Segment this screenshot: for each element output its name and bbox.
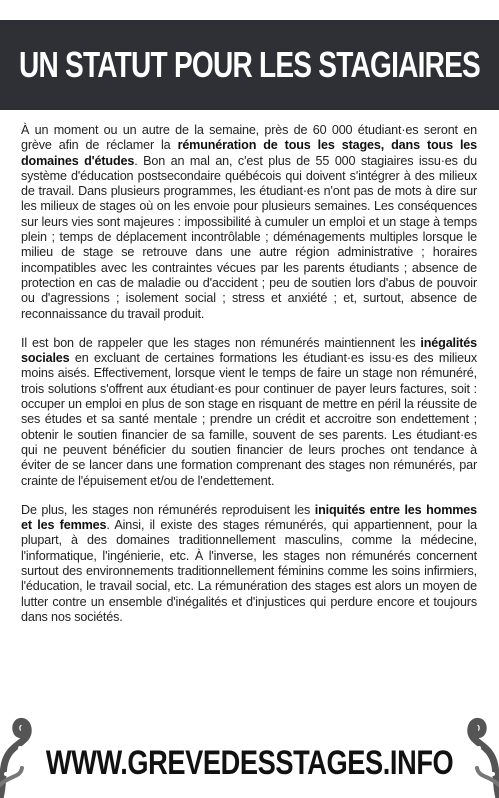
paragraph-3-text-a: De plus, les stages non rémunérés reproduisent les bbox=[21, 502, 315, 517]
paragraph-1-text-b: . Bon an mal an, c'est plus de 55 000 stagiaires issu·es du système d'éducation postsecondaire québécois qui doivent s'intégrer à des milieux de travail. Dans plusieurs programmes, les étudiant·es n'ont pas de mots à dire sur les milieux de stages où on les envoie pour plusieurs semaines. Les conséquences sur leurs vies sont majeures : impossibilité à cumuler un emploi et un stage à temps plein ; temps de déplacement incontrôlable ; déménagements multiples lorsque le milieu de stage se retrouve dans une autre région administrative ; horaires incompatibles avec les contraintes vécues par les parents étudiants ; absence de protection en cas de maladie ou d'accident ; peu de soutien lors d'abus de pouvoir ou d'agressions ; isolement social ; stress et anxiété ; et, surtout, absence de reconnaissance du travail produit. bbox=[21, 153, 477, 321]
paragraph-3 bbox=[21, 503, 477, 625]
paragraph-1 bbox=[21, 123, 477, 322]
article-body bbox=[21, 123, 477, 639]
paragraph-1-highlight: rémunération de tous les stages, dans tous les domaines d'études bbox=[21, 138, 477, 168]
paragraph-2-text-b: en excluant de certaines formations les étudiant·es issu·es des milieux moins aisés. Effectivement, lorsque vient le temps de faire un stage non rémunéré, trois solutions s'offrent aux étudiant·es pour continuer de payer leurs factures, soit : occuper un emploi en plus de son stage en risquant de mettre en péril la réussite de ses études et sa santé mentale ; prendre un crédit et accroitre son endettement ; obtenir le soutien financier de sa famille, souvent de ses parents. Les étudiant·es qui ne peuvent bénéficier du soutien financier de leurs proches ont tendance à éviter de se lancer dans une formation comprenant des stages non rémunérés, par crainte de l'épuisement et/ou de l'endettement. bbox=[21, 351, 477, 488]
paragraph-2-text-a: Il est bon de rappeler que les stages non rémunérés maintiennent les bbox=[21, 335, 421, 350]
paragraph-3-highlight: iniquités entre les hommes et les femmes bbox=[21, 502, 478, 533]
header-banner bbox=[0, 20, 499, 110]
website-url: WWW.GREVEDESSTAGES.INFO bbox=[45, 743, 454, 782]
page-title: UN STATUT POUR LES STAGIAIRES bbox=[19, 44, 481, 85]
paragraph-1-text-a: À un moment ou un autre de la semaine, près de 60 000 étudiant·es seront en grève afin de réclamer la bbox=[21, 123, 477, 153]
paragraph-2 bbox=[21, 336, 477, 489]
footer-banner bbox=[0, 738, 499, 788]
paragraph-2-highlight: inégalités sociales bbox=[21, 335, 477, 366]
paragraph-3-text-b: . Ainsi, il existe des stages rémunérés, qui appartiennent, pour la plupart, à des domaines traditionnellement masculins, comme la médecine, l'informatique, l'ingénierie, etc. À l'inverse, les stages non rémunérés concernent surtout des environnements traditionnellement féminins comme les soins infirmiers, l'éducation, le travail social, etc. La rémunération des stages est alors un moyen de lutter contre un ensemble d'inégalités et d'injustices qui perdure encore et toujours dans nos sociétés. bbox=[21, 518, 477, 624]
